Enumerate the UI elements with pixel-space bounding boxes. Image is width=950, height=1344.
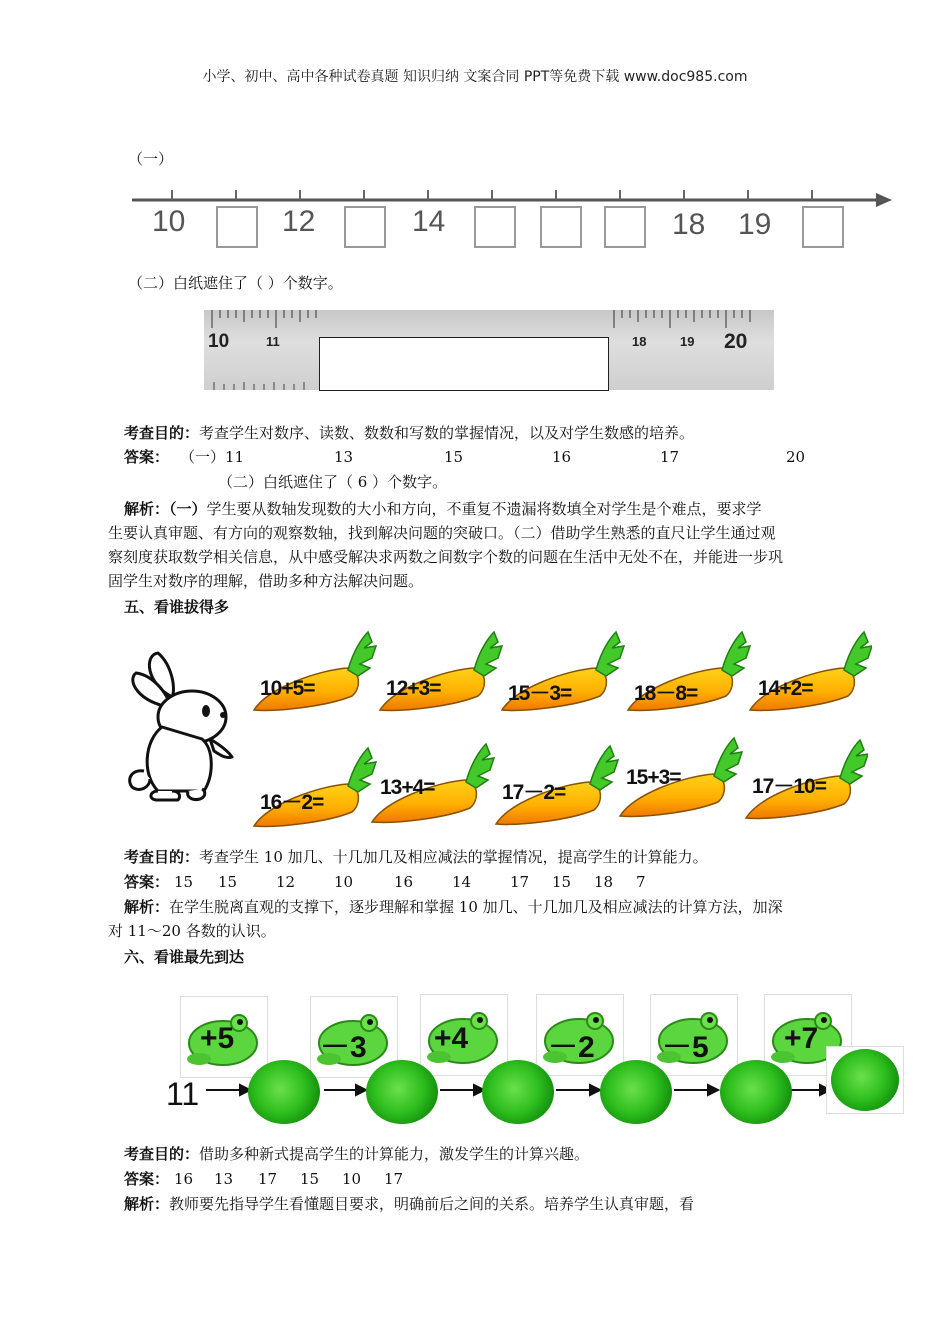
answer-value: （一）11 — [180, 448, 245, 466]
answer-value: 16 — [174, 1170, 194, 1188]
carrot-equation[interactable]: 15－3= — [508, 682, 572, 705]
answer-value: 17 — [384, 1170, 404, 1188]
carrot-equation[interactable]: 14+2= — [758, 677, 813, 700]
purpose-label: 考查目的： — [124, 424, 200, 442]
answer-value: 17 — [510, 873, 530, 891]
carrot-equation[interactable]: 13+4= — [380, 776, 435, 799]
ruler-number: 18 — [632, 334, 647, 349]
numberline-label: 18 — [672, 208, 706, 241]
answer-value: 15 — [174, 873, 194, 891]
answer-label: 答案： — [124, 873, 170, 891]
answer-value: 12 — [276, 873, 296, 891]
analysis-text: 固学生对数序的理解，借助多种方法解决问题。 — [108, 572, 424, 590]
answer-value: （二）白纸遮住了（ 6 ）个数字。 — [218, 473, 448, 491]
answer-value: 17 — [660, 448, 680, 466]
section-title: 五、看谁拔得多 — [124, 598, 230, 616]
frog-operation: +7 — [784, 1022, 819, 1055]
rabbit-image — [122, 645, 238, 805]
answer-value: 16 — [394, 873, 414, 891]
answer-value: 16 — [552, 448, 572, 466]
lily-pad[interactable] — [600, 1060, 672, 1124]
answer-box[interactable] — [802, 206, 844, 248]
answer-box[interactable] — [474, 206, 516, 248]
analysis-bold: （一） — [169, 500, 207, 518]
analysis-text: 学生要从数轴发现数的大小和方向，不重复不遗漏将数填全对学生是个难点，要求学 — [206, 500, 762, 518]
part1-label: （一） — [128, 150, 174, 168]
frog-operation: +5 — [200, 1022, 235, 1055]
carrot-equation[interactable]: 18－8= — [634, 682, 698, 705]
q5-analysis — [108, 895, 864, 943]
answer-value: 10 — [334, 873, 354, 891]
purpose-text: 借助多种新式提高学生的计算能力，激发学生的计算兴趣。 — [199, 1145, 590, 1163]
answer-value: 20 — [786, 448, 806, 466]
answer-box[interactable] — [604, 206, 646, 248]
numberline-label: 10 — [152, 205, 186, 238]
answer-value: 15 — [300, 1170, 320, 1188]
frog-operation: －2 — [548, 1031, 595, 1064]
answer-label: 答案： — [124, 1170, 170, 1188]
lily-pad[interactable] — [720, 1060, 792, 1124]
page-header: 小学、初中、高中各种试卷真题 知识归纳 文案合同 PPT等免费下载 www.doc985.com — [202, 69, 748, 85]
numberline-label: 19 — [738, 208, 772, 241]
q4-purpose — [124, 422, 694, 445]
carrot-equation[interactable]: 16－2= — [260, 791, 324, 814]
carrot-equation[interactable]: 12+3= — [386, 677, 441, 700]
answer-value: 18 — [594, 873, 614, 891]
frog-operation: －5 — [662, 1031, 709, 1064]
purpose-label: 考查目的： — [124, 848, 200, 866]
lily-pad[interactable] — [482, 1060, 554, 1124]
ruler-number: 19 — [680, 334, 695, 349]
analysis-label: 解析： — [124, 500, 170, 518]
analysis-text: 教师要先指导学生看懂题目要求，明确前后之间的关系。培养学生认真审题，看 — [169, 1195, 695, 1213]
lily-pad[interactable] — [366, 1060, 438, 1124]
analysis-text: 生要认真审题、有方向的观察数轴，找到解决问题的突破口。（二）借助学生熟悉的直尺让学生通过观 — [108, 524, 776, 542]
frog-operation: +4 — [434, 1022, 469, 1055]
analysis-label: 解析： — [124, 898, 170, 916]
carrot-equation[interactable]: 10+5= — [260, 677, 315, 700]
q5-purpose — [124, 846, 708, 869]
section-title: 六、看谁最先到达 — [124, 948, 245, 966]
lily-pad-card — [826, 1046, 904, 1114]
q6-purpose — [124, 1143, 589, 1166]
answer-box[interactable] — [216, 206, 258, 248]
carrot-equation[interactable]: 15+3= — [626, 766, 681, 789]
numberline-label: 14 — [412, 205, 446, 238]
purpose-text: 考查学生 10 加几、十几加几及相应减法的掌握情况，提高学生的计算能力。 — [199, 848, 708, 866]
q6-analysis — [124, 1193, 694, 1216]
carrot-equation[interactable]: 17－2= — [502, 781, 566, 804]
answer-value: 10 — [342, 1170, 362, 1188]
answer-value: 17 — [258, 1170, 278, 1188]
white-paper-cover — [319, 337, 609, 391]
answer-value: 15 — [218, 873, 238, 891]
answer-value: 14 — [452, 873, 472, 891]
answer-label: 答案： — [124, 448, 170, 466]
start-number: 11 — [166, 1076, 200, 1112]
lily-pad[interactable] — [831, 1049, 899, 1111]
rabbit-icon — [122, 645, 238, 805]
ruler-number: 20 — [724, 330, 748, 353]
answer-value: 15 — [552, 873, 572, 891]
part2-question: （二）白纸遮住了（ ）个数字。 — [128, 274, 343, 292]
lily-pad[interactable] — [248, 1060, 320, 1124]
answer-value: 13 — [214, 1170, 234, 1188]
answer-box[interactable] — [344, 206, 386, 248]
answer-value: 13 — [334, 448, 354, 466]
ruler-number: 11 — [266, 334, 280, 349]
ruler-number: 10 — [208, 331, 230, 352]
purpose-text: 考查学生对数序、读数、数数和写数的掌握情况，以及对学生数感的培养。 — [199, 424, 695, 442]
purpose-label: 考查目的： — [124, 1145, 200, 1163]
analysis-text: 对 11～20 各数的认识。 — [108, 922, 276, 940]
analysis-text: 察刻度获取数学相关信息，从中感受解决求两数之间数字个数的问题在生活中无处不在，并能进一步巩 — [108, 548, 784, 566]
analysis-label: 解析： — [124, 1195, 170, 1213]
answer-value: 7 — [636, 873, 646, 891]
frog-operation: －3 — [320, 1031, 367, 1064]
carrot-equation[interactable]: 17－10= — [752, 775, 826, 798]
numberline-label: 12 — [282, 205, 316, 238]
answer-box[interactable] — [540, 206, 582, 248]
answer-value: 15 — [444, 448, 464, 466]
analysis-text: 在学生脱离直观的支撑下，逐步理解和掌握 10 加几、十几加几及相应减法的计算方法，加深 — [169, 898, 783, 916]
q4-analysis — [108, 497, 864, 593]
